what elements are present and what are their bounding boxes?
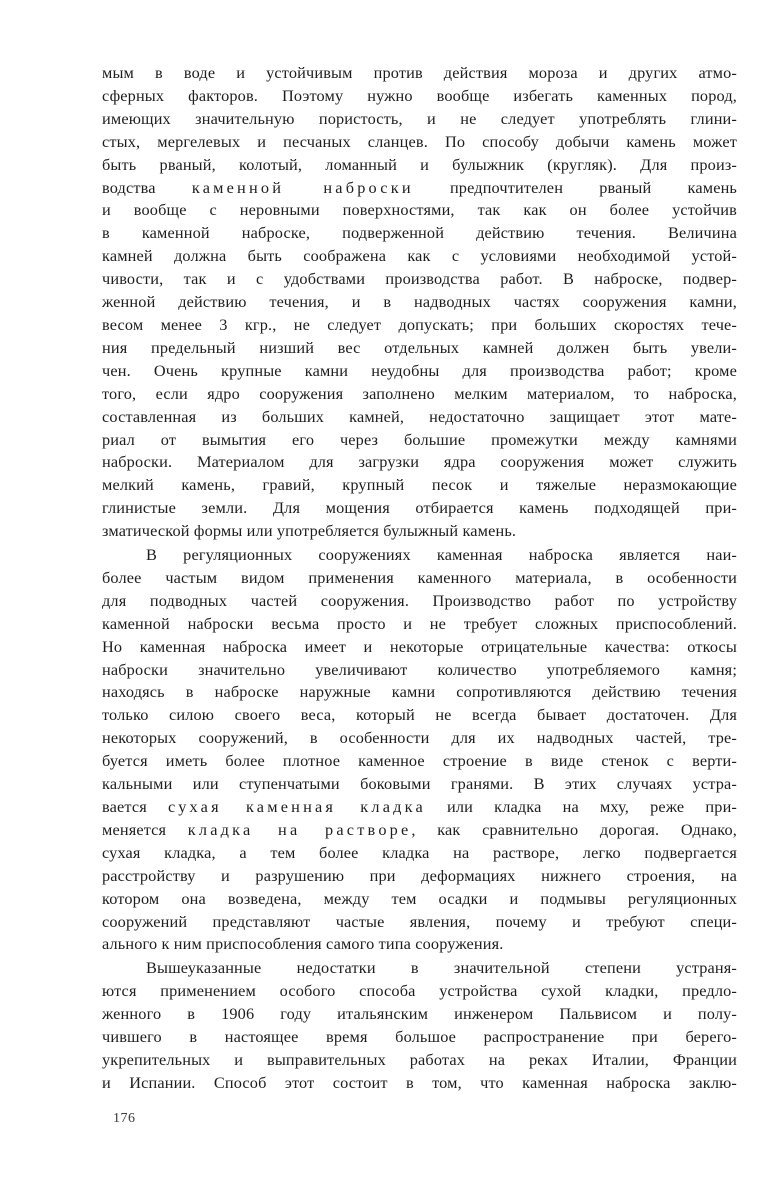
text-line: имеющих значительную пористость, и не следует употреблять глини-	[102, 108, 737, 128]
text-line: В регуляционных сооружениях каменная наброска является наи-	[146, 545, 737, 565]
page-number: 176	[113, 1111, 136, 1126]
text-line: камней должна быть соображена как с условиями необходимой устой-	[102, 246, 737, 266]
text-line: вается сухая каменная кладка или кладка на мху, реже при-	[102, 797, 737, 816]
text-line: чивости, так и с удобствами производства работ. В наброске, подвер-	[102, 269, 737, 289]
text-line: ются применением особого способа устройства сухой кладки, предло-	[102, 981, 737, 1001]
text-line: Но каменная наброска имеет и некоторые отрицательные качества: откосы	[102, 636, 737, 656]
text-line: расстройству и разрушению при деформациях нижнего строения, на	[102, 865, 737, 885]
text-line: сооружений представляют частые явления, почему и требуют специ-	[102, 911, 737, 931]
text-line: водства каменной наброски предпочтителен рваный камень	[102, 177, 738, 197]
text-line: меняется кладка на растворе, как сравнительно дорогая. Однако,	[102, 819, 737, 839]
text-line: глинистые земли. Для мощения отбирается камень подходящей при-	[102, 498, 737, 518]
text-line: зматической формы или употребляется булыжный камень.	[102, 521, 517, 541]
text-line: только силою своего веса, который не всегда бывает достаточен. Для	[102, 705, 737, 725]
text-line: некоторых сооружений, в особенности для их надводных частей, тре-	[102, 728, 737, 748]
text-line: более частым видом применения каменного материала, в особенности	[102, 567, 737, 587]
text-line: и Испании. Способ этот состоит в том, что каменная наброска заклю-	[102, 1072, 737, 1092]
text-line: чен. Очень крупные камни неудобны для производства работ; кроме	[102, 360, 737, 380]
emphasized-term: кладка на растворе	[187, 819, 412, 839]
text-line: риал от вымытия его через большие промежутки между камнями	[102, 429, 737, 449]
text-line: сухая кладка, а тем более кладка на растворе, легко подвергается	[102, 842, 737, 862]
text-line: женной действию течения, и в надводных частях сооружения камни,	[102, 292, 737, 312]
text-line: наброски значительно увеличивают количество употребляемого камня;	[102, 659, 737, 679]
text-line: чившего в настоящее время большое распространение при берего-	[102, 1027, 737, 1047]
text-line: укрепительных и выправительных работах на реках Италии, Франции	[102, 1049, 737, 1069]
text-line: буется иметь более плотное каменное строение в виде стенок с верти-	[102, 751, 737, 771]
emphasized-term: сухая каменная кладка	[167, 797, 426, 816]
text-line: женного в 1906 году итальянским инженером Пальвисом и полу-	[102, 1004, 737, 1024]
text-line: для подводных частей сооружения. Производство работ по устройству	[102, 590, 737, 610]
text-line: ния предельный низший вес отдельных камней должен быть увели-	[102, 337, 737, 357]
text-line: каменной наброски весьма просто и не требует сложных приспособлений.	[102, 613, 737, 633]
text-line: мелкий камень, гравий, крупный песок и тяжелые неразмокающие	[102, 475, 737, 495]
text-line: того, если ядро сооружения заполнено мелким материалом, то наброска,	[102, 383, 737, 403]
emphasized-term: каменной наброски	[191, 177, 414, 197]
paragraph	[102, 544, 737, 956]
text-line: котором она возведена, между тем осадки и подмывы регуляционных	[102, 888, 737, 908]
text-line: Вышеуказанные недостатки в значительной степени устраня-	[146, 958, 737, 978]
text-line: находясь в наброске наружные камни сопротивляются действию течения	[102, 682, 737, 702]
text-line: в каменной наброске, подверженной действию течения. Величина	[102, 223, 737, 243]
text-line: кальными или ступенчатыми боковыми гранями. В этих случаях устра-	[102, 774, 737, 794]
paragraph	[102, 957, 737, 1094]
text-line: мым в воде и устойчивым против действия мороза и других атмо-	[102, 63, 737, 82]
text-line: сферных факторов. Поэтому нужно вообще избегать каменных пород,	[102, 85, 737, 105]
paragraph	[102, 62, 737, 543]
text-line: составленная из больших камней, недостаточно защищает этот мате-	[102, 406, 737, 426]
text-line: быть рваный, колотый, ломанный и булыжник (кругляк). Для произ-	[102, 154, 737, 174]
text-line: и вообще с неровными поверхностями, так как он более устойчив	[102, 200, 737, 220]
page-body	[102, 62, 737, 1095]
text-line: стых, мергелевых и песчаных сланцев. По способу добычи камень может	[102, 131, 737, 151]
text-line: ального к ним приспособления самого типа сооружения.	[102, 934, 504, 954]
text-line: наброски. Материалом для загрузки ядра сооружения может служить	[102, 452, 737, 472]
text-line: весом менее 3 кгр., не следует допускать; при больших скоростях тече-	[102, 314, 737, 334]
